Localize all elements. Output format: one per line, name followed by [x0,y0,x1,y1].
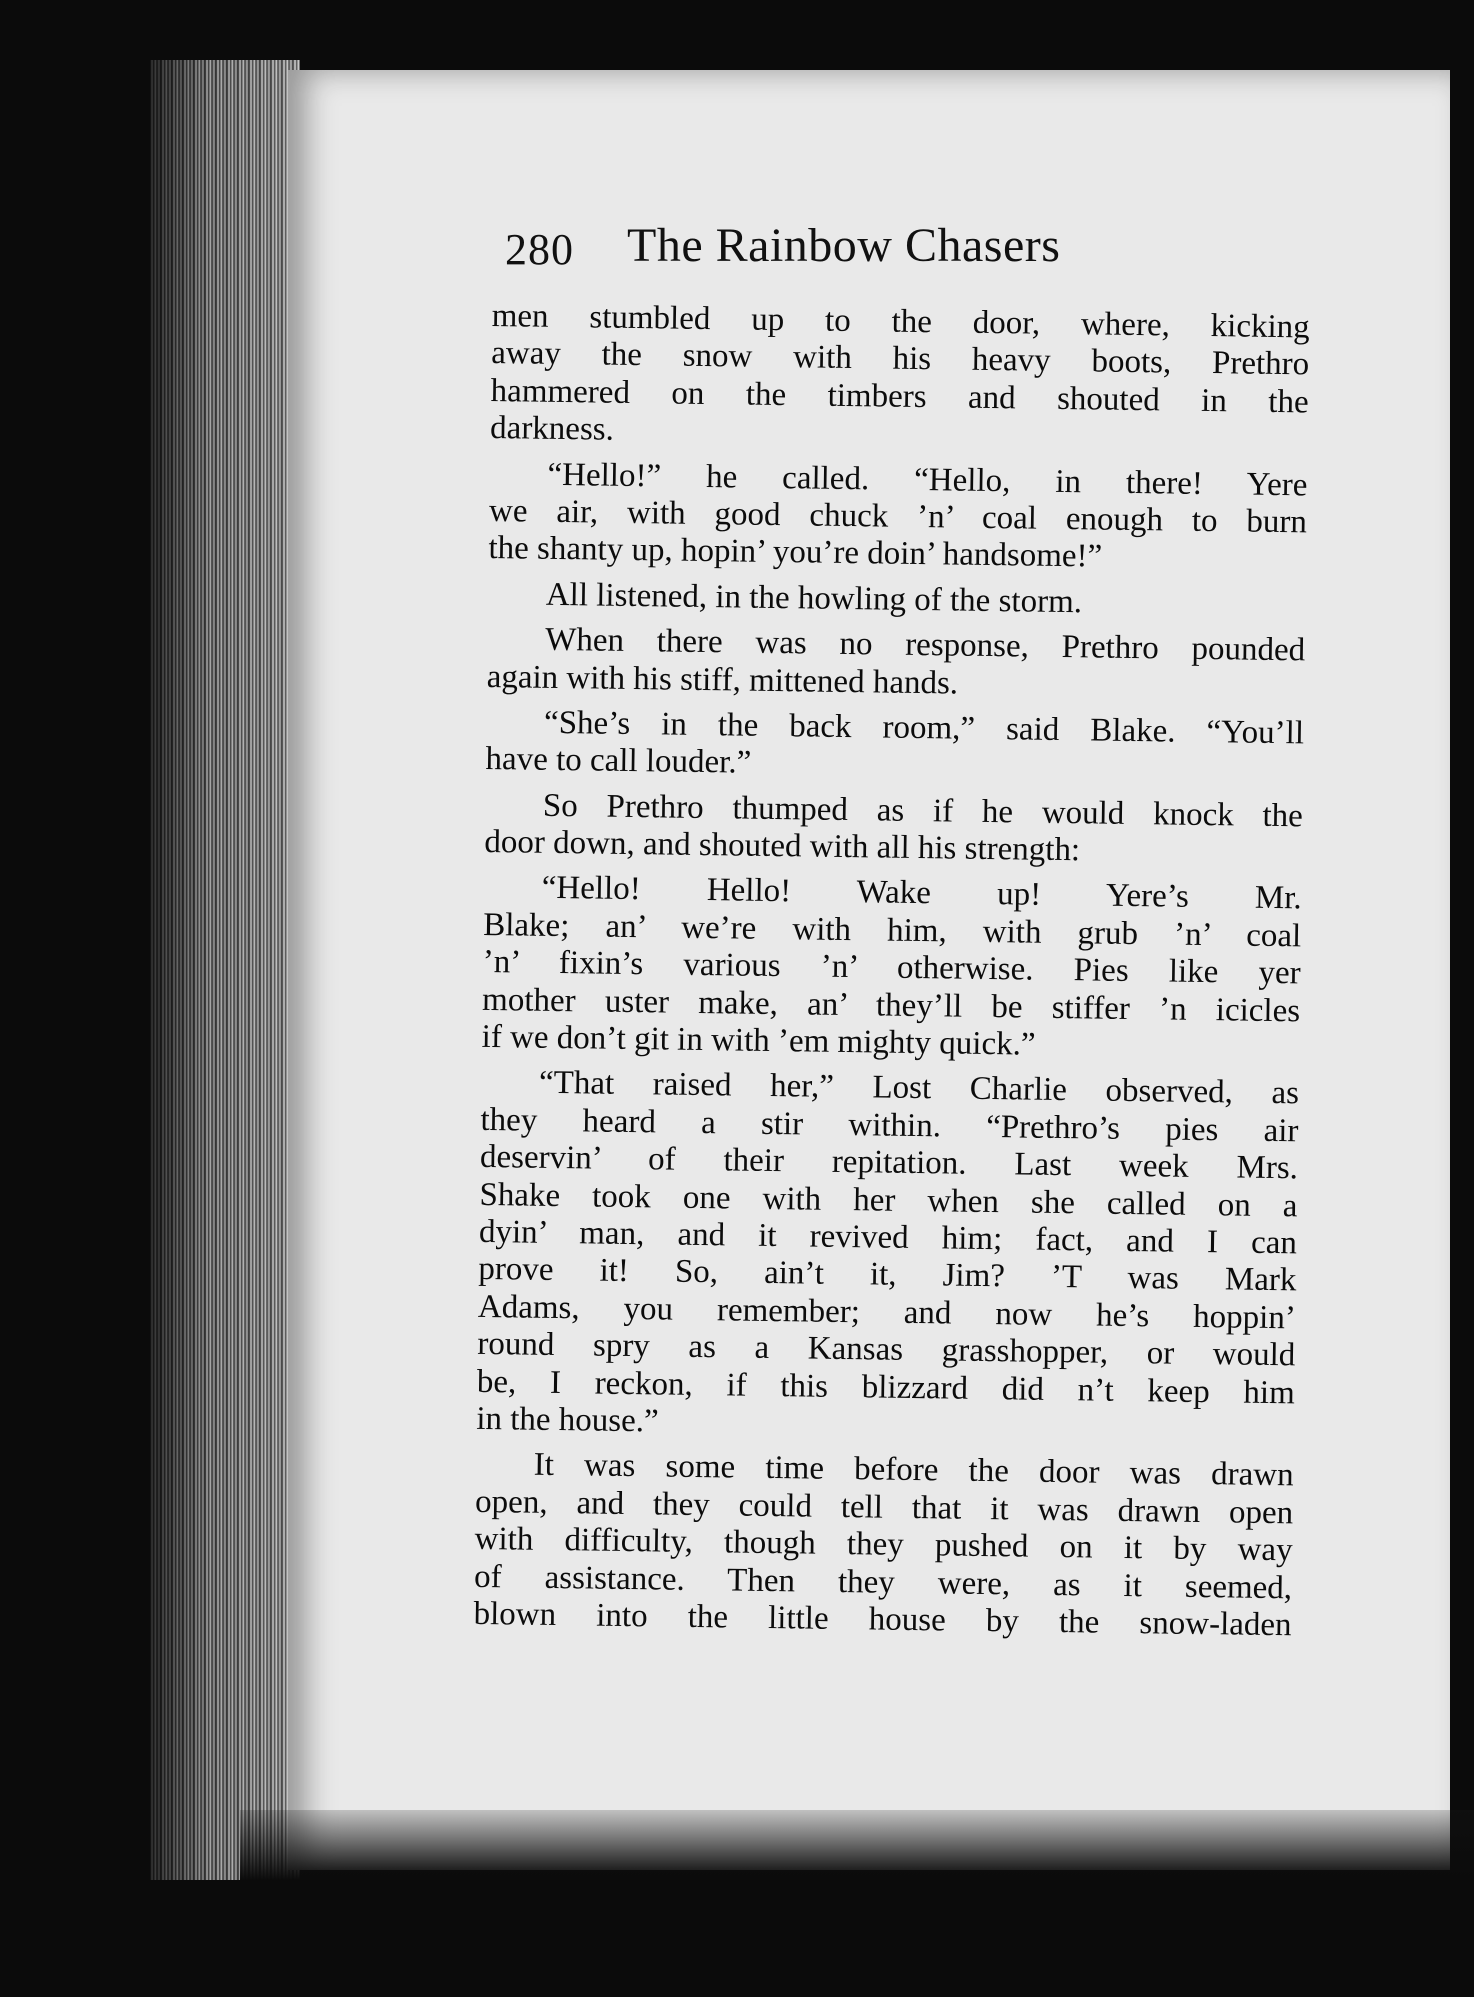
body-text [473,298,1310,1645]
text-line: be, I reckon, if this blizzard did n’t keep him [476,1363,1296,1411]
text-line: of assistance. Then they were, as it seemed, [473,1558,1293,1606]
text-line: round spry as a Kansas grasshopper, or would [477,1326,1296,1374]
text-line: we air, with good chuck ’n’ coal enough to burn [488,492,1308,541]
text-line: It was some time before the door was drawn [533,1447,1294,1494]
text-line: if we don’t git in with ’em mighty quick.” [481,1018,1036,1063]
page-bottom-shadow [240,1810,1474,1880]
text-line: “She’s in the back room,” said Blake. “You’ll [543,704,1305,752]
text-line: again with his stiff, mittened hands. [486,658,959,702]
text-line: All listened, in the howling of the storm. [545,576,1083,620]
text-line: the shanty up, hopin’ you’re doin’ handsome!” [488,530,1103,575]
text-line: they heard a stir within. “Prethro’s pies air [480,1101,1299,1150]
text-line: “Hello! Hello! Wake up! Yere’s Mr. [541,870,1302,917]
text-line: dyin’ man, and it revived him; fact, and I can [478,1213,1298,1262]
text-line: deservin’ of their repitation. Last week Mrs. [479,1139,1299,1187]
text-line: “Hello!” he called. “Hello, in there! Yere [547,456,1308,503]
text-line: Blake; an’ we’re with him, with grub ’n’ coal [482,906,1302,955]
text-line: Adams, you remember; and now he’s hoppin’ [477,1288,1297,1337]
text-line: men stumbled up to the door, where, kicking [491,298,1310,346]
text-line: darkness. [489,410,615,448]
text-line: hammered on the timbers and shouted in the [490,372,1309,421]
page-number: 280 [505,225,574,274]
text-line: “That raised her,” Lost Charlie observed, as [538,1065,1300,1112]
running-header [505,218,1165,288]
running-title: The Rainbow Chasers [627,219,1061,272]
text-line: Shake took one with her when she called on a [479,1176,1298,1224]
book-page-edges [150,60,300,1880]
text-line: So Prethro thumped as if he would knock the [542,787,1304,835]
text-line: prove it! So, ain’t it, Jim? ’T was Mark [478,1251,1297,1299]
text-line: mother uster make, an’ they’ll be stiffer ’n icicles [481,981,1301,1029]
text-line: When there was no response, Prethro pounded [544,621,1306,669]
text-line: door down, and shouted with all his strength: [484,824,1081,869]
text-line: away the snow with his heavy boots, Prethro [490,335,1310,383]
text-line: blown into the little house by the snow-laden [473,1595,1292,1644]
text-line: ’n’ fixin’s various ’n’ otherwise. Pies like yer [482,944,1301,992]
text-line: open, and they could tell that it was drawn open [474,1483,1294,1532]
text-line: with difficulty, though they pushed on it by way [474,1520,1293,1569]
text-line: in the house.” [476,1400,659,1440]
text-line: have to call louder.” [485,741,752,781]
